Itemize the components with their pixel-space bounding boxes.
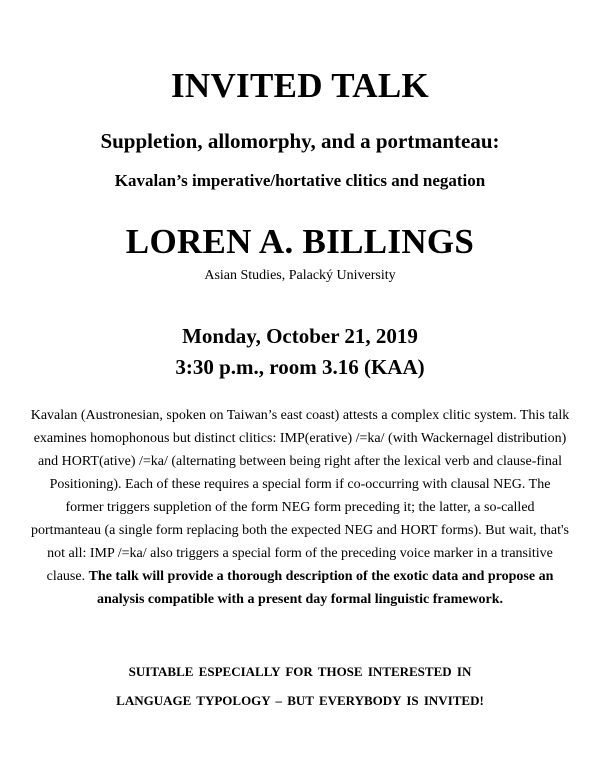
event-time-room: 3:30 p.m., room 3.16 (KAA) bbox=[175, 355, 425, 379]
abstract-text: Kavalan (Austronesian, spoken on Taiwan’s east coast) attests a complex clitic system. This talk examines homophonous but distinct clitics: IMP(erative) /=ka/ (with Wackernagel distribution) and HORT(ative) /=ka/ (alternating between being right after the lexical verb and clause-final Positioning). Each of these requires a special form if co-occurring with clausal NEG. The former triggers suppletion of the form NEG form preceding it; the latter, a so-called portmanteau (a single form replacing both the expected NEG and HORT forms). But wait, that's not all: IMP /=ka/ also triggers a special form of the preceding voice marker in a transitive clause. bbox=[30, 408, 570, 584]
talk-title: Suppletion, allomorphy, and a portmanteau: bbox=[100, 129, 500, 153]
abstract-paragraph bbox=[30, 404, 570, 611]
talk-subtitle: Kavalan’s imperative/hortative clitics and negation bbox=[114, 171, 486, 190]
invited-talk-heading: INVITED TALK bbox=[170, 66, 430, 105]
notice-line-2: LANGUAGE TYPOLOGY – BUT EVERYBODY IS INVITED! bbox=[116, 693, 484, 708]
speaker-affiliation: Asian Studies, Palacký University bbox=[204, 268, 396, 283]
notice-line-1: SUITABLE ESPECIALLY FOR THOSE INTERESTED IN bbox=[128, 664, 472, 679]
audience-notice bbox=[40, 657, 560, 715]
speaker-name: LOREN A. BILLINGS bbox=[125, 222, 475, 261]
event-date: Monday, October 21, 2019 bbox=[182, 324, 418, 348]
abstract-emphasis: The talk will provide a thorough description of the exotic data and propose an analysis compatible with a present day formal linguistic framework. bbox=[88, 569, 554, 607]
